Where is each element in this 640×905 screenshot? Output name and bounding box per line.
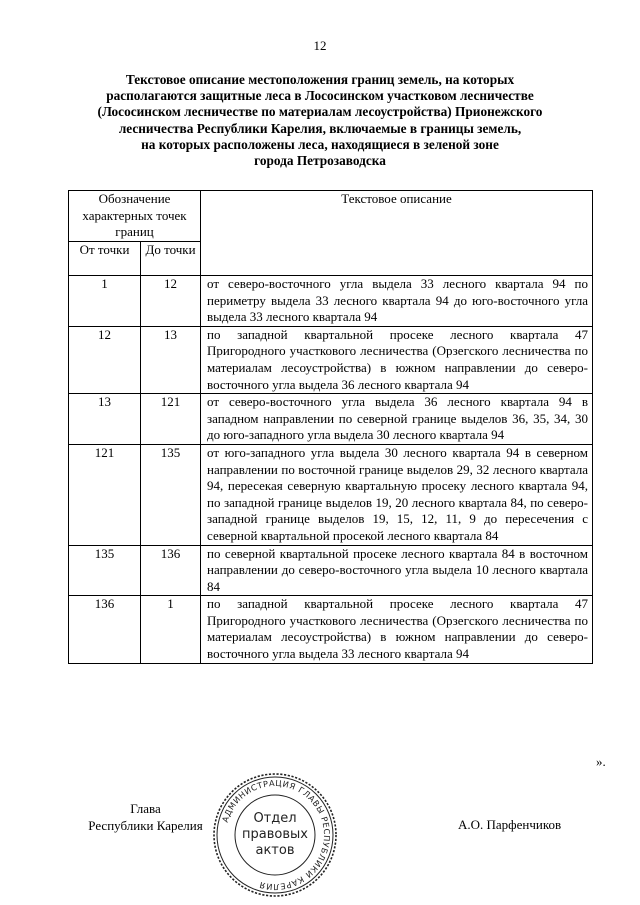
official-stamp bbox=[210, 770, 340, 900]
point-to: 13 bbox=[141, 326, 201, 393]
table-row bbox=[69, 276, 593, 327]
table-row bbox=[69, 444, 593, 545]
page-number: 12 bbox=[313, 38, 327, 53]
title-line: (Лососинском лесничестве по материалам лесоустройства) Прионежского bbox=[97, 104, 543, 120]
table-header-row bbox=[69, 191, 593, 242]
table-row bbox=[69, 394, 593, 445]
point-to: 1 bbox=[141, 596, 201, 663]
stamp-text-line: актов bbox=[255, 843, 295, 858]
title-line: располагаются защитные леса в Лососинском участковом лесничестве bbox=[106, 88, 534, 104]
title-line: на которых расположены леса, находящиеся в зеленой зоне bbox=[141, 136, 499, 152]
position-line: Республики Карелия bbox=[88, 818, 203, 833]
closing-quote: ». bbox=[596, 754, 606, 769]
document-title bbox=[80, 72, 560, 169]
signatory-name: А.О. Парфенчиков bbox=[458, 817, 562, 832]
point-from: 1 bbox=[69, 276, 141, 327]
point-to: 136 bbox=[141, 545, 201, 596]
boundary-description: по северной квартальной просеке лесного квартала 84 в восточном направлении до северо-восточного угла выдела 10 лесного квартала 84 bbox=[201, 545, 593, 596]
table-row bbox=[69, 545, 593, 596]
point-from: 136 bbox=[69, 596, 141, 663]
boundary-description: от юго-западного угла выдела 30 лесного квартала 94 в северном направлении по восточной границе выделов 29, 32 лесного квартала 94, пересекая северную квартальную просеку лесного квартала 94, по западной границе выделов 19, 20 лесного квартала 84, по северо-западной границе выделов 19, 15, 12, 11, 9 до пересечения с северной квартальной просекой лесного квартала 84 bbox=[201, 444, 593, 545]
point-to: 12 bbox=[141, 276, 201, 327]
title-line: Текстовое описание местоположения границ земель, на которых bbox=[125, 72, 515, 87]
boundary-description: по западной квартальной просеке лесного квартала 47 Пригородного участкового лесничества (Орзегского лесничества по материалам лесоустройства) в южном направлении до северо-восточного угла выдела 33 лесного квартала 94 bbox=[201, 596, 593, 663]
stamp-ring-text: АДМИНИСТРАЦИЯ ГЛАВЫ РЕСПУБЛИКИ КАРЕЛИЯ bbox=[219, 777, 333, 893]
header-to: До точки bbox=[141, 242, 201, 276]
stamp-text-line: правовых bbox=[242, 827, 308, 842]
boundary-description: от северо-восточного угла выдела 33 лесного квартала 94 по периметру выдела 33 лесного квартала 94 до юго-восточного угла выдела 33 лесного квартала 94 bbox=[201, 276, 593, 327]
header-description: Текстовое описание bbox=[201, 191, 593, 276]
point-from: 121 bbox=[69, 444, 141, 545]
point-to: 121 bbox=[141, 394, 201, 445]
point-to: 135 bbox=[141, 444, 201, 545]
boundary-description: от северо-восточного угла выдела 36 лесного квартала 94 в западном направлении по северной границе выделов 36, 35, 34, 30 до юго-западного угла выдела 30 лесного квартала 94 bbox=[201, 394, 593, 445]
header-points: Обозначение характерных точек границ bbox=[69, 191, 201, 242]
point-from: 13 bbox=[69, 394, 141, 445]
point-from: 12 bbox=[69, 326, 141, 393]
header-from: От точки bbox=[69, 242, 141, 276]
boundary-description: по западной квартальной просеке лесного квартала 47 Пригородного участкового лесничества (Орзегского лесничества по материалам лесоустройства) в южном направлении до северо-восточного угла выдела 36 лесного квартала 94 bbox=[201, 326, 593, 393]
signatory-position bbox=[78, 800, 213, 834]
table-row bbox=[69, 326, 593, 393]
boundary-table bbox=[68, 190, 593, 664]
stamp-text-line: Отдел bbox=[253, 811, 297, 826]
table-row bbox=[69, 596, 593, 663]
point-from: 135 bbox=[69, 545, 141, 596]
title-line: лесничества Республики Карелия, включаемые в границы земель, bbox=[118, 120, 522, 136]
title-line: города Петрозаводска bbox=[254, 153, 386, 169]
position-line: Глава bbox=[130, 801, 161, 816]
